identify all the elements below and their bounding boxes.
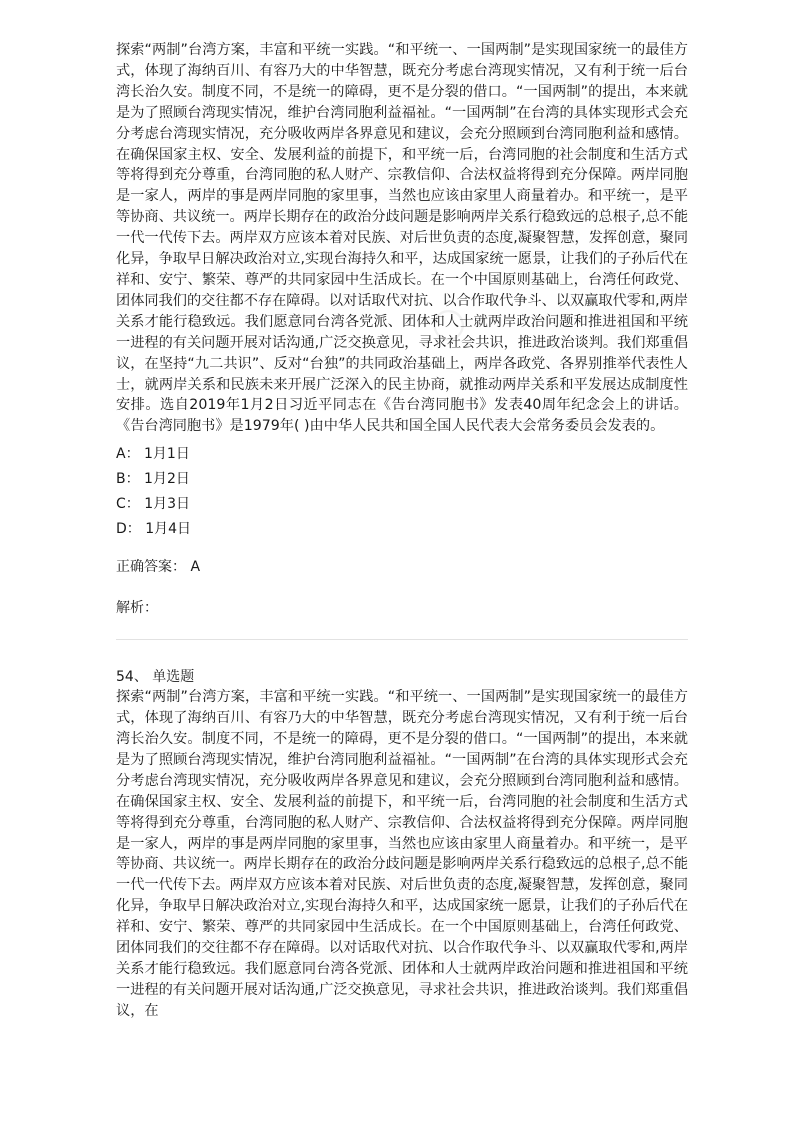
question-text: 探索“两制”台湾方案，丰富和平统一实践。“和平统一、一国两制”是实现国家统一的最佳方式，体现了海纳百川、有容乃大的中华智慧，既充分考虑台湾现实情况，又有利于统一后台湾长治久安。制度不同，不是统一的障碍，更不是分裂的借口。“一国两制”的提出，本来就是为了照顾台湾现实情况，维护台湾同胞利益福祉。“一国两制”在台湾的具体实现形式会充分考虑台湾现实情况，充分吸收两岸各界意见和建议，会充分照顾到台湾同胞利益和感情。在确保国家主权、安全、发展利益的前提下，和平统一后，台湾同胞的社会制度和生活方式等将得到充分尊重，台湾同胞的私人财产、宗教信仰、合法权益将得到充分保障。两岸同胞是一家人，两岸的事是两岸同胞的家里事，当然也应该由家里人商量着办。和平统一，是平等协商、共议统一。两岸长期存在的政治分歧问题是影响两岸关系行稳致远的总根子,总不能一代一代传下去。两岸双方应该本着对民族、对后世负责的态度,凝聚智慧，发挥创意，聚同化异，争取早日解决政治对立,实现台海持久和平，达成国家统一愿景，让我们的子孙后代在祥和、安宁、繁荣、尊严的共同家园中生活成长。在一个中国原则基础上，台湾任何政党、团体同我们的交往都不存在障碍。以对话取代对抗、以合作取代争斗、以双赢取代零和,两岸关系才能行稳致远。我们愿意同台湾各党派、团体和人士就两岸政治问题和推进祖国和平统一进程的有关问题开展对话沟通,广泛交换意见，寻求社会共识，推进政治谈判。我们郑重倡议，在坚持“九二共识”、反对“台独”的共同政治基础上，两岸各政党、各界别推举代表性人士，就两岸关系和民族未来开展广泛深入的民主协商，就推动两岸关系和平发展达成制度性安排。选自2019年1月2日习近平同志在《告台湾同胞书》发表40周年纪念会上的讲话。《告台湾同胞书》是1979年( )由中华人民共和国全国人民代表大会常务委员会发表的。 — [116, 42, 689, 435]
option-d[interactable]: D： 1月4日 — [116, 521, 192, 538]
option-c[interactable]: C： 1月3日 — [116, 496, 191, 513]
question-text: 探索“两制”台湾方案，丰富和平统一实践。“和平统一、一国两制”是实现国家统一的最佳方式，体现了海纳百川、有容乃大的中华智慧，既充分考虑台湾现实情况，又有利于统一后台湾长治久安。制度不同，不是统一的障碍，更不是分裂的借口。“一国两制”的提出，本来就是为了照顾台湾现实情况，维护台湾同胞利益福祉。“一国两制”在台湾的具体实现形式会充分考虑台湾现实情况，充分吸收两岸各界意见和建议，会充分照顾到台湾同胞利益和感情。在确保国家主权、安全、发展利益的前提下，和平统一后，台湾同胞的社会制度和生活方式等将得到充分尊重，台湾同胞的私人财产、宗教信仰、合法权益将得到充分保障。两岸同胞是一家人，两岸的事是两岸同胞的家里事，当然也应该由家里人商量着办。和平统一，是平等协商、共议统一。两岸长期存在的政治分歧问题是影响两岸关系行稳致远的总根子,总不能一代一代传下去。两岸双方应该本着对民族、对后世负责的态度,凝聚智慧，发挥创意，聚同化异，争取早日解决政治对立,实现台海持久和平，达成国家统一愿景，让我们的子孙后代在祥和、安宁、繁荣、尊严的共同家园中生活成长。在一个中国原则基础上，台湾任何政党、团体同我们的交往都不存在障碍。以对话取代对抗、以合作取代争斗、以双赢取代零和,两岸关系才能行稳致远。我们愿意同台湾各党派、团体和人士就两岸政治问题和推进祖国和平统一进程的有关问题开展对话沟通,广泛交换意见，寻求社会共识，推进政治谈判。我们郑重倡议，在 — [116, 689, 689, 1019]
divider — [116, 639, 688, 640]
correct-answer: 正确答案： A — [116, 559, 201, 576]
option-b[interactable]: B： 1月2日 — [116, 471, 190, 488]
question-header: 54、 单选题 — [116, 669, 195, 686]
analysis-label: 解析： — [116, 600, 158, 617]
option-a[interactable]: A： 1月1日 — [116, 446, 190, 463]
watermark: ○ — [421, 294, 474, 352]
document-page — [116, 40, 688, 1022]
